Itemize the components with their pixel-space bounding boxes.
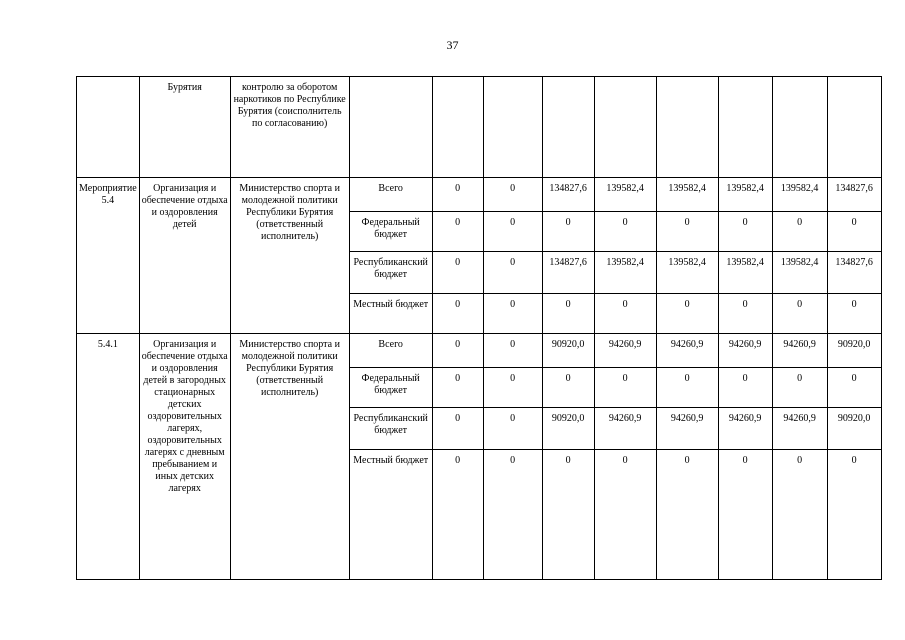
value-cell: 0 [483,334,542,368]
value-cell: 94260,9 [656,334,718,368]
value-cell: 0 [594,294,656,334]
value-cell: 90920,0 [542,334,594,368]
empty-cell [483,77,542,178]
value-cell: 0 [594,368,656,408]
value-cell: 139582,4 [772,252,827,294]
page-number: 37 [446,38,459,52]
empty-cell [718,77,772,178]
value-cell: 0 [772,450,827,580]
value-cell: 0 [432,408,483,450]
table-row [77,334,882,368]
value-cell: 90920,0 [827,408,881,450]
empty-cell [772,77,827,178]
value-cell: 0 [772,294,827,334]
empty-cell [594,77,656,178]
value-cell: 94260,9 [772,334,827,368]
value-cell: 0 [432,252,483,294]
empty-cell [656,77,718,178]
continuation-row [77,77,882,178]
section-title: Организация и обеспечение отдыха и оздоровления детей [139,178,230,334]
section-id: 5.4.1 [77,334,140,580]
section-id: Мероприятие 5.4 [77,178,140,334]
value-cell: 0 [718,212,772,252]
value-cell: 0 [483,450,542,580]
value-cell: 94260,9 [718,408,772,450]
value-cell: 0 [656,368,718,408]
value-cell: 0 [656,212,718,252]
value-cell: 0 [483,408,542,450]
value-cell: 0 [827,450,881,580]
value-cell: 90920,0 [542,408,594,450]
value-cell: 0 [432,178,483,212]
value-cell: 90920,0 [827,334,881,368]
value-cell: 0 [432,294,483,334]
value-cell: 0 [542,294,594,334]
value-cell: 139582,4 [772,178,827,212]
value-cell: 134827,6 [827,178,881,212]
empty-cell [827,77,881,178]
value-cell: 0 [827,212,881,252]
value-cell: 0 [432,212,483,252]
value-cell: 94260,9 [656,408,718,450]
funding-source: Республиканский бюджет [349,252,432,294]
value-cell: 0 [594,450,656,580]
value-cell: 134827,6 [542,178,594,212]
value-cell: 0 [483,178,542,212]
value-cell: 0 [483,252,542,294]
value-cell: 0 [432,368,483,408]
value-cell: 0 [483,212,542,252]
funding-source: Всего [349,178,432,212]
cont-col2: Бурятия [139,77,230,178]
value-cell: 0 [483,294,542,334]
value-cell: 0 [772,368,827,408]
value-cell: 0 [483,368,542,408]
empty-cell [432,77,483,178]
value-cell: 139582,4 [718,252,772,294]
value-cell: 0 [772,212,827,252]
section-executor: Министерство спорта и молодежной политики Республики Бурятия (ответственный исполнитель) [230,334,349,580]
value-cell: 139582,4 [594,178,656,212]
cont-col3: контролю за оборотом наркотиков по Республике Бурятия (соисполнитель по согласованию) [230,77,349,178]
value-cell: 0 [827,368,881,408]
value-cell: 139582,4 [656,178,718,212]
funding-source: Федеральный бюджет [349,368,432,408]
value-cell: 0 [594,212,656,252]
budget-table [76,76,882,580]
value-cell: 0 [656,450,718,580]
value-cell: 0 [542,212,594,252]
value-cell: 134827,6 [827,252,881,294]
value-cell: 134827,6 [542,252,594,294]
value-cell: 0 [827,294,881,334]
value-cell: 0 [718,368,772,408]
value-cell: 139582,4 [718,178,772,212]
value-cell: 0 [718,450,772,580]
value-cell: 139582,4 [656,252,718,294]
value-cell: 139582,4 [594,252,656,294]
funding-source: Республиканский бюджет [349,408,432,450]
funding-source: Местный бюджет [349,450,432,580]
funding-source: Федеральный бюджет [349,212,432,252]
section-title: Организация и обеспечение отдыха и оздоровления детей в загородных стационарных детских оздоровительных лагерях, оздоровительных лагерях с дневным пребыванием и иных детских лагерях [139,334,230,580]
value-cell: 0 [542,368,594,408]
empty-cell [542,77,594,178]
value-cell: 94260,9 [772,408,827,450]
value-cell: 0 [542,450,594,580]
funding-source: Местный бюджет [349,294,432,334]
value-cell: 94260,9 [594,334,656,368]
value-cell: 0 [432,450,483,580]
value-cell: 94260,9 [718,334,772,368]
value-cell: 0 [656,294,718,334]
cont-col1 [77,77,140,178]
section-executor: Министерство спорта и молодежной политики Республики Бурятия (ответственный исполнитель) [230,178,349,334]
funding-source: Всего [349,334,432,368]
empty-cell [349,77,432,178]
table-row [77,178,882,212]
value-cell: 94260,9 [594,408,656,450]
value-cell: 0 [718,294,772,334]
value-cell: 0 [432,334,483,368]
